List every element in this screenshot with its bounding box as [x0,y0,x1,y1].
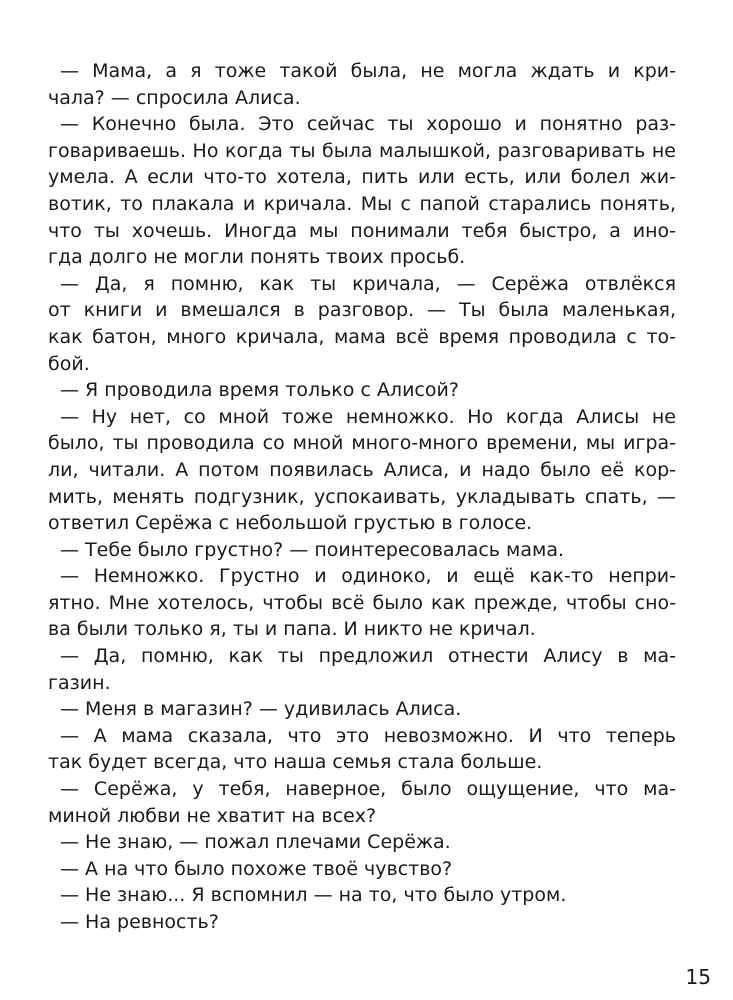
text-line: — Ну нет, со мной тоже немножко. Но когда Алисы не [60,405,676,428]
text-line: — Да, я помню, как ты кричала, — Серёжа отвлёкся [60,272,676,295]
text-line: вотик, то плакала и кричала. Мы с папой старались понять, [48,192,676,215]
text-line: — Да, помню, как ты предложил отнести Алису в ма- [60,645,676,668]
text-line: умела. А если что-то хотела, пить или есть, или болел жи- [48,166,676,189]
text-line: говариваешь. Но когда ты была малышкой, разговаривать не [48,139,676,162]
text-line: ятно. Мне хотелось, чтобы всё было как прежде, чтобы сно- [48,591,676,614]
text-line: гда долго не могли понять твоих просьб. [48,246,466,269]
text-line: так будет всегда, что наша семья стала больше. [48,751,543,774]
text-line: было, ты проводила со мной много-много времени, мы игра- [48,432,676,455]
text-line: — Не знаю... Я вспомнил — на то, что было утром. [60,884,567,907]
text-line: — Немножко. Грустно и одиноко, и ещё как-то непри- [60,565,676,588]
text-line: — Не знаю, — пожал плечами Серёжа. [60,831,451,854]
text-line: газин. [48,671,111,694]
text-line: — Тебе было грустно? — поинтересовалась мама. [60,538,565,561]
text-line: от книги и вмешался в разговор. — Ты была маленькая, [48,299,676,322]
text-line: — А мама сказала, что это невозможно. И что теперь [60,724,676,747]
text-line: — Я проводила время только с Алисой? [60,379,459,402]
text-line: ответил Серёжа с небольшой грустью в голосе. [48,512,533,535]
text-line: — Мама, а я тоже такой была, не могла ждать и кри- [60,60,676,82]
text-line: — Серёжа, у тебя, наверное, было ощущение, что ма- [60,778,676,801]
text-line: бой. [48,352,90,375]
text-line: ли, читали. А потом появилась Алиса, и надо было её кор- [48,458,676,481]
text-line: мить, менять подгузник, успокаивать, укладывать спать, — [48,485,676,508]
text-line: как батон, много кричала, мама всё время проводила с то- [48,325,676,348]
text-line: — А на что было похоже твоё чувство? [60,857,453,880]
text-line: ва были только я, ты и папа. И никто не кричал. [48,618,536,641]
page-number: 15 [685,965,711,989]
text-line: миной любви не хватит на всех? [48,804,377,827]
text-line: чала? — спросила Алиса. [48,86,301,109]
text-line: — Конечно была. Это сейчас ты хорошо и понятно раз- [60,113,676,136]
text-line: что ты хочешь. Иногда мы понимали тебя быстро, а ино- [48,219,676,242]
text-line: — На ревность? [60,911,219,933]
text-line: — Меня в магазин? — удивилась Алиса. [60,698,462,721]
page-text [48,58,676,936]
